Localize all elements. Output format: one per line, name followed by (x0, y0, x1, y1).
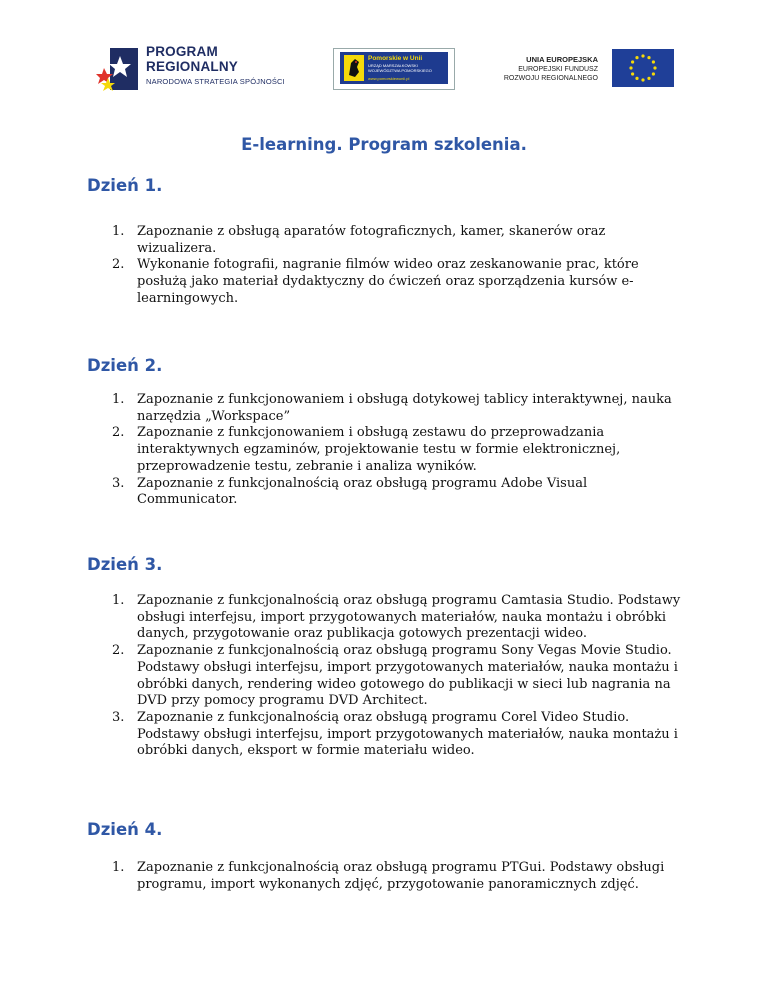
eu-line-3: ROZWOJU REGIONALNEGO (503, 75, 598, 82)
list-item: 3. Zapoznanie z funkcjonalnością oraz obsługą programu Adobe Visual Communicator. (112, 475, 588, 508)
list-item-text: Zapoznanie z funkcjonowaniem i obsługą dotykowej tablicy interaktywnej, nauka narzędzia „Workspace” (137, 392, 672, 424)
list-item-text: Zapoznanie z funkcjonalnością oraz obsługą programu Corel Video Studio. Podstawy obsługi interfejsu, import przygotowanych materiałów, nauka montażu i obróbki danych, eksport w formie materiału wideo. (137, 709, 678, 759)
griffin-emblem-icon (344, 55, 364, 81)
pomorskie-logo (333, 48, 455, 90)
list-item: 2. Wykonanie fotografii, nagranie filmów wideo oraz zeskanowanie prac, które posłużą jako materiał dydaktyczny do ćwiczeń oraz sporządzenia kursów e-learningowych. (112, 257, 639, 306)
list-item: 2. Zapoznanie z funkcjonowaniem i obsługą zestawu do przeprowadzania interaktywnych egzaminów, projektowanie testu w formie elektronicznej, przeprowadzenie testu, zebranie i analiza wyników. (112, 425, 621, 474)
day-2-heading: Dzień 2. (87, 356, 163, 375)
list-item: 2. Zapoznanie z funkcjonalnością oraz obsługą programu Sony Vegas Movie Studio. Podstawy obsługi interfejsu, import przygotowanych materiałów, nauka montażu i obróbki danych, rendering wideo gotowego do publikacji w sieci lub nagrania na DVD przy pomocy programu DVD Architect. (112, 643, 678, 709)
list-item-text: Zapoznanie z obsługą aparatów fotograficznych, kamer, skanerów oraz wizualizera. (137, 224, 606, 256)
day-3-list (112, 593, 682, 760)
day-4-list (112, 860, 682, 893)
list-item-text: Zapoznanie z funkcjonalnością oraz obsługą programu Camtasia Studio. Podstawy obsługi interfejsu, import przygotowanych materiałów, nauka montażu i obróbki danych, przygotowanie oraz publikacja gotowych prezentacji wideo. (137, 593, 681, 642)
list-item-text: Zapoznanie z funkcjonalnością oraz obsługą programu Adobe Visual Communicator. (137, 475, 588, 508)
eu-fund-text (504, 55, 598, 84)
document-title: E-learning. Program szkolenia. (241, 135, 527, 154)
list-item: 1. Zapoznanie z funkcjonalnością oraz obsługą programu Camtasia Studio. Podstawy obsługi interfejsu, import przygotowanych materiałów, nauka montażu i obróbki danych, przygotowanie oraz publikacja gotowych prezentacji wideo. (112, 593, 681, 642)
list-item: 3. Zapoznanie z funkcjonalnością oraz obsługą programu Corel Video Studio. Podstawy obsługi interfejsu, import przygotowanych materiałów, nauka montażu i obróbki danych, eksport w formie materiału wideo. (112, 709, 678, 759)
program-regionalny-star-icon (96, 42, 144, 98)
day-4-heading: Dzień 4. (87, 820, 163, 839)
list-item-text: Wykonanie fotografii, nagranie filmów wideo oraz zeskanowanie prac, które posłużą jako materiał dydaktyczny do ćwiczeń oraz sporządzenia kursów e-learningowych. (137, 257, 639, 306)
eu-flag (612, 49, 674, 87)
list-item-text: Zapoznanie z funkcjonalnością oraz obsługą programu PTGui. Podstawy obsługi programu, import wykonanych zdjęć, przygotowanie panoramicznych zdjęć. (137, 860, 665, 892)
list-item-text: Zapoznanie z funkcjonalnością oraz obsługą programu Sony Vegas Movie Studio. Podstawy obsługi interfejsu, import przygotowanych materiałów, nauka montażu i obróbki danych, rendering wideo gotowego do publikacji w sieci lub nagrania na DVD przy pomocy programu DVD Architect. (137, 643, 678, 709)
regionalny-line: REGIONALNY (146, 59, 239, 74)
day-1-heading: Dzień 1. (87, 176, 163, 195)
eu-line-2: EUROPEJSKI FUNDUSZ (518, 65, 598, 73)
pomorskie-subtitle: URZĄD MARSZAŁKOWSKI WOJEWÓDZTWA POMORSKIEGO (368, 63, 432, 73)
list-item: 1. Zapoznanie z obsługą aparatów fotograficznych, kamer, skanerów oraz wizualizera. (112, 224, 606, 256)
pomorskie-url: www.pomorskiewunii.pl (368, 76, 410, 81)
day-1-list (112, 224, 682, 308)
list-item: 1. Zapoznanie z funkcjonalnością oraz obsługą programu PTGui. Podstawy obsługi programu, import wykonanych zdjęć, przygotowanie panoramicznych zdjęć. (112, 860, 665, 892)
eu-line-1: UNIA EUROPEJSKA (526, 55, 598, 64)
program-subtitle: NARODOWA STRATEGIA SPÓJNOŚCI (146, 77, 285, 86)
program-regionalny-logo (96, 42, 286, 98)
program-line: PROGRAM (146, 44, 218, 59)
day-3-heading: Dzień 3. (87, 555, 163, 574)
list-item-text: Zapoznanie z funkcjonowaniem i obsługą zestawu do przeprowadzania interaktywnych egzaminów, projektowanie testu w formie elektronicznej, przeprowadzenie testu, zebranie i analiza wyników. (137, 425, 621, 474)
page-header (0, 0, 768, 110)
day-2-list (112, 392, 682, 509)
eu-stars-icon (612, 49, 674, 87)
list-item: 1. Zapoznanie z funkcjonowaniem i obsługą dotykowej tablicy interaktywnej, nauka narzędzia „Workspace” (112, 392, 672, 424)
pomorskie-title: Pomorskie w Unii (368, 55, 423, 62)
